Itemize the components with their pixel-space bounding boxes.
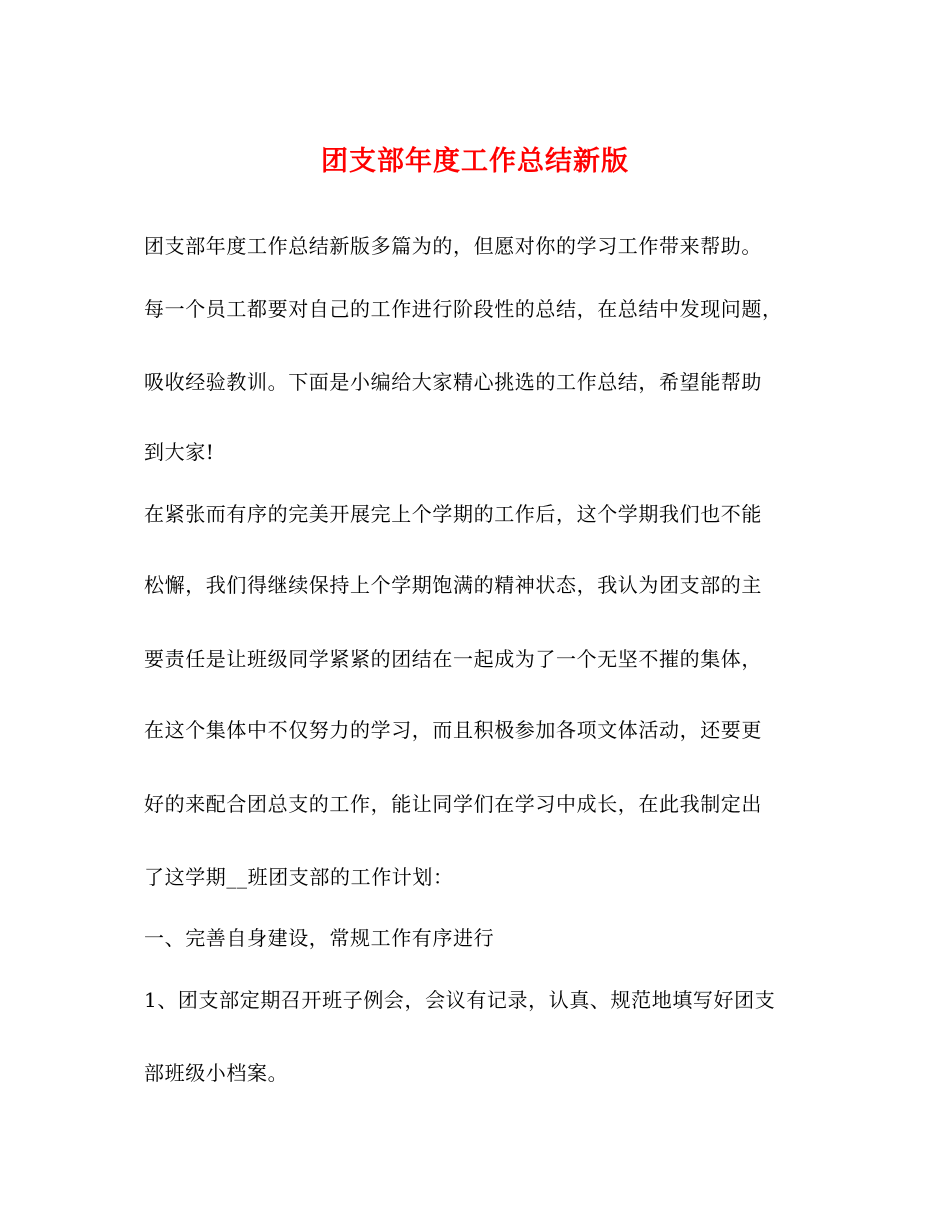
paragraph-line: 在这个集体中不仅努力的学习，而且积极参加各项文体活动，还要更 — [144, 718, 762, 742]
paragraph-line: 每一个员工都要对自己的工作进行阶段性的总结，在总结中发现问题， — [144, 297, 783, 321]
section-heading: 一、完善自身建设，常规工作有序进行 — [144, 926, 495, 950]
paragraph-line: 1、团支部定期召开班子例会，会议有记录，认真、规范地填写好团支 — [144, 988, 776, 1012]
paragraph-line: 要责任是让班级同学紧紧的团结在一起成为了一个无坚不摧的集体， — [144, 647, 762, 671]
paragraph-line: 好的来配合团总支的工作，能让同学们在学习中成长，在此我制定出 — [144, 792, 762, 816]
paragraph-line: 到大家! — [144, 440, 215, 464]
paragraph-line: 吸收经验教训。下面是小编给大家精心挑选的工作总结，希望能帮助 — [144, 370, 762, 394]
paragraph-line: 团支部年度工作总结新版多篇为的，但愿对你的学习工作带来帮助。 — [144, 234, 762, 258]
paragraph-line: 在紧张而有序的完美开展完上个学期的工作后，这个学期我们也不能 — [144, 502, 762, 526]
paragraph-line: 了这学期__班团支部的工作计划： — [144, 865, 454, 889]
document-title: 团支部年度工作总结新版 — [321, 146, 629, 177]
paragraph-line: 松懈，我们得继续保持上个学期饱满的精神状态，我认为团支部的主 — [144, 573, 762, 597]
paragraph-line: 部班级小档案。 — [144, 1061, 289, 1085]
